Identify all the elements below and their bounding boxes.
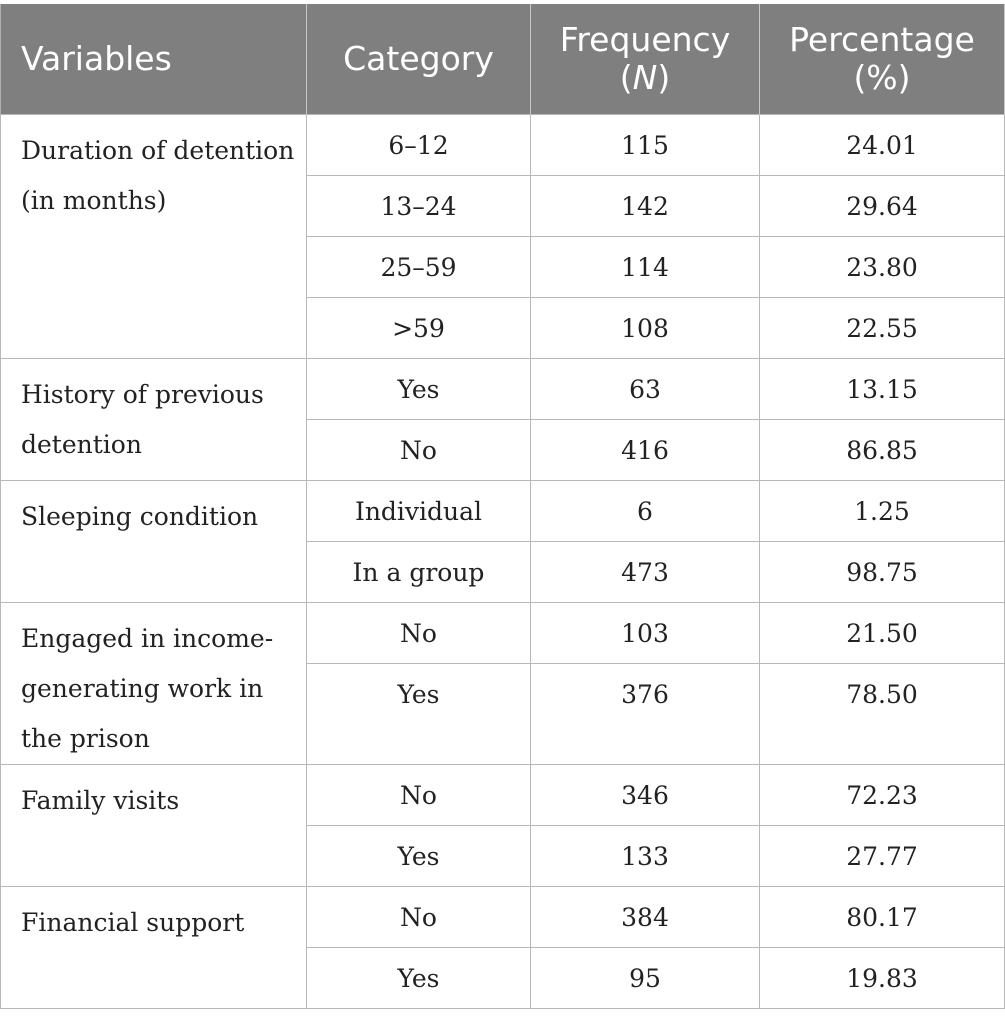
frequency-cell: 108 xyxy=(531,298,760,359)
table-body xyxy=(1,115,1005,1009)
category-cell: Yes xyxy=(307,664,531,765)
frequency-cell: 6 xyxy=(531,481,760,542)
frequency-cell: 95 xyxy=(531,948,760,1009)
category-cell: In a group xyxy=(307,542,531,603)
header-variables: Variables xyxy=(1,4,307,115)
frequency-cell: 473 xyxy=(531,542,760,603)
header-frequency-n: N xyxy=(632,58,658,97)
frequency-cell: 133 xyxy=(531,826,760,887)
frequency-cell: 114 xyxy=(531,237,760,298)
frequency-cell: 346 xyxy=(531,765,760,826)
percentage-cell: 27.77 xyxy=(760,826,1005,887)
percentage-cell: 98.75 xyxy=(760,542,1005,603)
frequency-cell: 376 xyxy=(531,664,760,765)
percentage-cell: 29.64 xyxy=(760,176,1005,237)
category-cell: 6–12 xyxy=(307,115,531,176)
variable-label: Financial support xyxy=(21,908,245,937)
header-percentage-label: Percentage xyxy=(789,20,975,59)
category-cell: No xyxy=(307,887,531,948)
percentage-cell: 86.85 xyxy=(760,420,1005,481)
table-row xyxy=(1,481,1005,542)
percentage-cell: 72.23 xyxy=(760,765,1005,826)
category-cell: Yes xyxy=(307,359,531,420)
variable-cell xyxy=(1,359,307,481)
header-category: Category xyxy=(307,4,531,115)
frequency-cell: 142 xyxy=(531,176,760,237)
frequency-cell: 416 xyxy=(531,420,760,481)
category-cell: 25–59 xyxy=(307,237,531,298)
header-row xyxy=(1,4,1005,115)
variable-label: Duration of detention (in months) xyxy=(21,136,295,215)
percentage-cell: 22.55 xyxy=(760,298,1005,359)
category-cell: >59 xyxy=(307,298,531,359)
percentage-cell: 19.83 xyxy=(760,948,1005,1009)
frequency-cell: 115 xyxy=(531,115,760,176)
variable-label: History of previous detention xyxy=(21,380,264,459)
variable-cell xyxy=(1,115,307,359)
percentage-cell: 24.01 xyxy=(760,115,1005,176)
category-cell: No xyxy=(307,603,531,664)
table-row xyxy=(1,359,1005,420)
header-frequency: Frequency (N) xyxy=(531,4,760,115)
percentage-cell: 23.80 xyxy=(760,237,1005,298)
header-frequency-label: Frequency xyxy=(559,20,731,59)
category-cell: No xyxy=(307,765,531,826)
frequency-cell: 103 xyxy=(531,603,760,664)
percentage-cell: 21.50 xyxy=(760,603,1005,664)
data-table xyxy=(0,4,1005,1009)
table-row xyxy=(1,115,1005,176)
percentage-cell: 13.15 xyxy=(760,359,1005,420)
header-percentage-unit: (%) xyxy=(853,58,911,97)
category-cell: Yes xyxy=(307,948,531,1009)
variable-label: Sleeping condition xyxy=(21,502,259,531)
percentage-cell: 1.25 xyxy=(760,481,1005,542)
table-row xyxy=(1,765,1005,826)
category-cell: 13–24 xyxy=(307,176,531,237)
percentage-cell: 80.17 xyxy=(760,887,1005,948)
category-cell: Yes xyxy=(307,826,531,887)
percentage-cell: 78.50 xyxy=(760,664,1005,765)
table-row xyxy=(1,603,1005,664)
table-header xyxy=(1,4,1005,115)
header-percentage xyxy=(760,4,1005,115)
variable-cell xyxy=(1,887,307,1009)
variable-label: Engaged in income-generating work in the prison xyxy=(21,624,274,753)
frequency-cell: 384 xyxy=(531,887,760,948)
category-cell: Individual xyxy=(307,481,531,542)
variable-cell xyxy=(1,603,307,765)
frequency-cell: 63 xyxy=(531,359,760,420)
variable-cell xyxy=(1,481,307,603)
category-cell: No xyxy=(307,420,531,481)
variable-cell xyxy=(1,765,307,887)
table-row xyxy=(1,887,1005,948)
variable-label: Family visits xyxy=(21,786,180,815)
